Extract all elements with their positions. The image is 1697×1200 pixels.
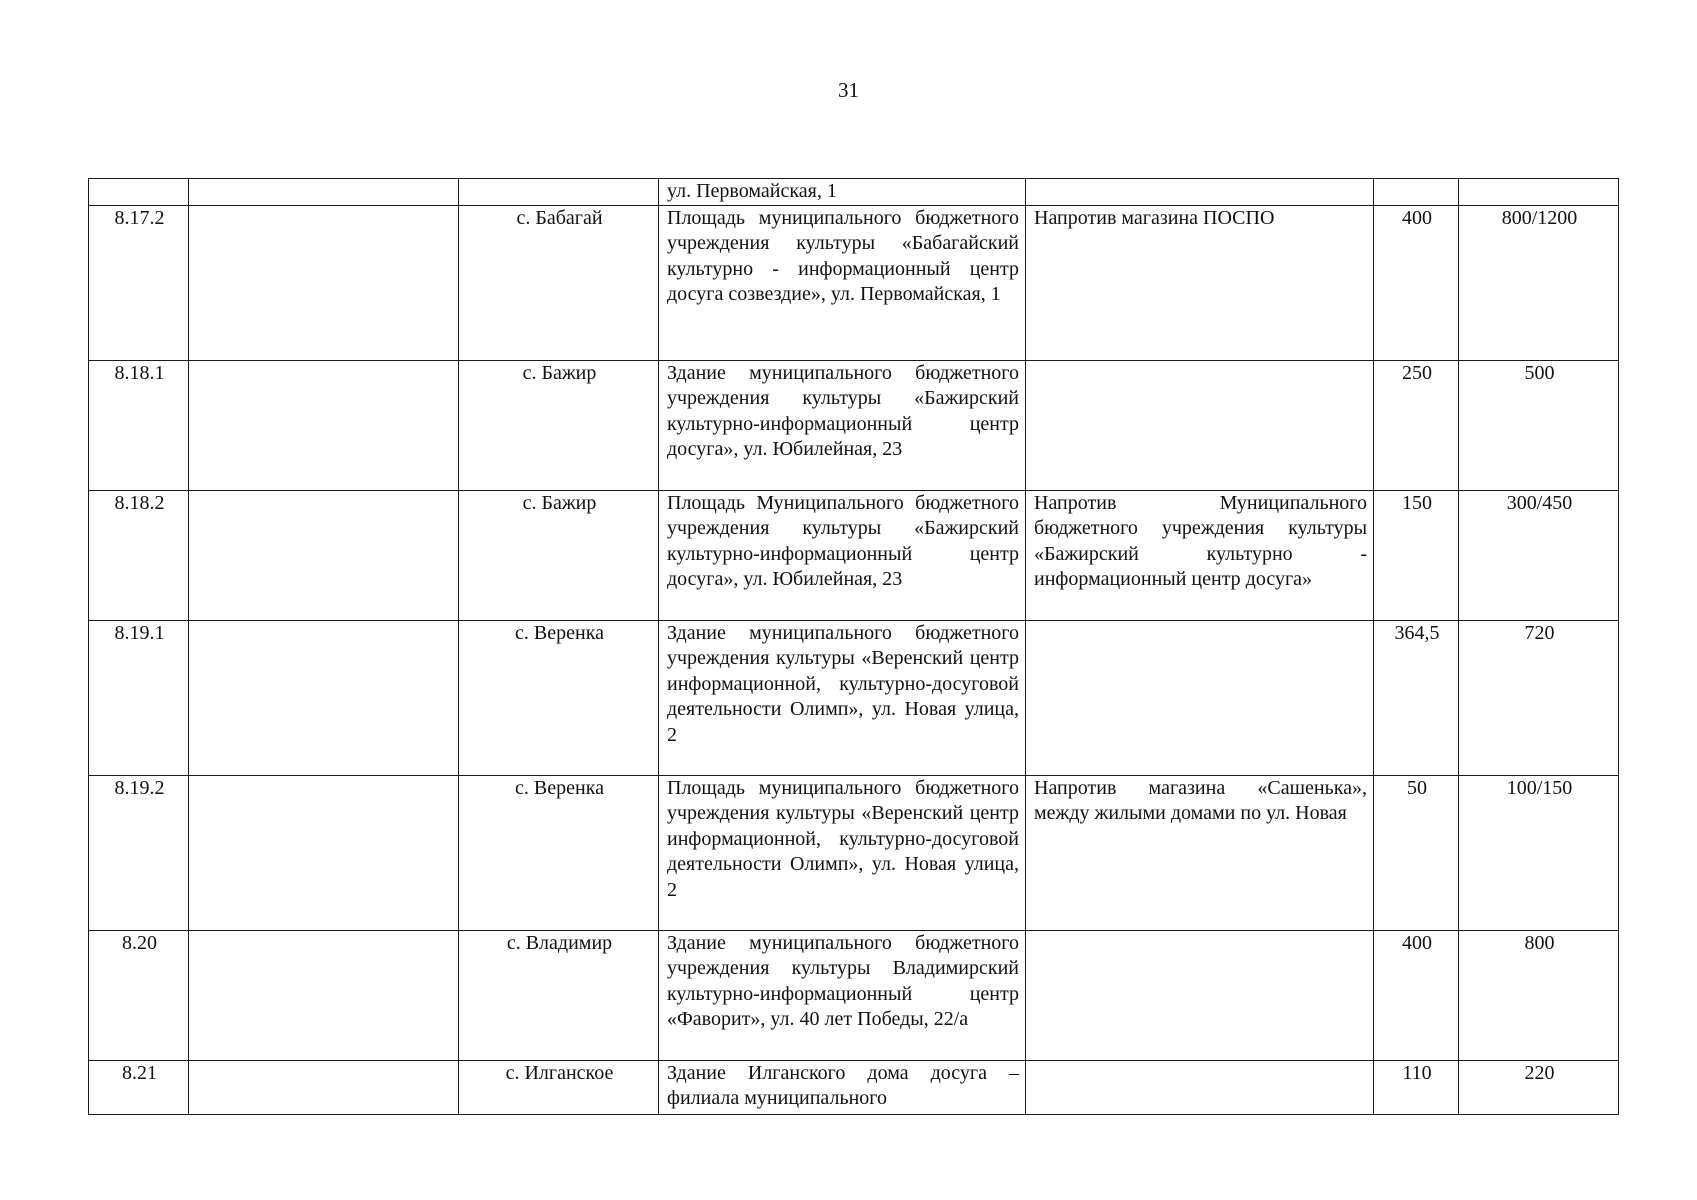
settlement-name: с. Илганское	[459, 1060, 659, 1114]
blank-cell	[189, 620, 459, 775]
settlement-name: с. Бабагай	[459, 205, 659, 360]
blank-cell	[189, 490, 459, 620]
location-note: Напротив магазина «Сашенька», между жилыми домами по ул. Новая	[1026, 775, 1374, 930]
blank-cell	[189, 930, 459, 1060]
blank-cell	[189, 775, 459, 930]
location-note: Напротив Муниципального бюджетного учреждения культуры «Бажирский культурно - информационный центр досуга»	[1026, 490, 1374, 620]
location-note	[1026, 179, 1374, 206]
row-number	[89, 179, 189, 206]
capacity-value	[1459, 179, 1619, 206]
row-number: 8.19.1	[89, 620, 189, 775]
table-row	[89, 360, 1619, 490]
capacity-value: 100/150	[1459, 775, 1619, 930]
table-row	[89, 1060, 1619, 1114]
area-value: 110	[1374, 1060, 1459, 1114]
settlement-name: с. Веренка	[459, 620, 659, 775]
settlement-name: с. Бажир	[459, 360, 659, 490]
object-description: Площадь Муниципального бюджетного учреждения культуры «Бажирский культурно-информационный центр досуга», ул. Юбилейная, 23	[659, 490, 1026, 620]
area-value: 364,5	[1374, 620, 1459, 775]
area-value: 400	[1374, 205, 1459, 360]
area-value: 400	[1374, 930, 1459, 1060]
object-description: Здание Илганского дома досуга – филиала муниципального	[659, 1060, 1026, 1114]
row-number: 8.20	[89, 930, 189, 1060]
settlement-name: с. Веренка	[459, 775, 659, 930]
table-row	[89, 490, 1619, 620]
blank-cell	[189, 179, 459, 206]
capacity-value: 300/450	[1459, 490, 1619, 620]
area-value: 150	[1374, 490, 1459, 620]
location-note	[1026, 620, 1374, 775]
object-description: Здание муниципального бюджетного учреждения культуры Владимирский культурно-информационный центр «Фаворит», ул. 40 лет Победы, 22/а	[659, 930, 1026, 1060]
object-description: Здание муниципального бюджетного учреждения культуры «Веренский центр информационной, культурно-досуговой деятельности Олимп», ул. Новая улица, 2	[659, 620, 1026, 775]
settlement-name: с. Бажир	[459, 490, 659, 620]
area-value: 250	[1374, 360, 1459, 490]
object-description: Площадь муниципального бюджетного учреждения культуры «Веренский центр информационной, культурно-досуговой деятельности Олимп», ул. Новая улица, 2	[659, 775, 1026, 930]
object-description: ул. Первомайская, 1	[659, 179, 1026, 206]
capacity-value: 500	[1459, 360, 1619, 490]
location-note	[1026, 930, 1374, 1060]
page-number: 31	[838, 78, 859, 102]
row-number: 8.19.2	[89, 775, 189, 930]
blank-cell	[189, 360, 459, 490]
row-number: 8.21	[89, 1060, 189, 1114]
table-row	[89, 179, 1619, 206]
location-note	[1026, 1060, 1374, 1114]
row-number: 8.18.2	[89, 490, 189, 620]
object-description: Здание муниципального бюджетного учреждения культуры «Бажирский культурно-информационный центр досуга», ул. Юбилейная, 23	[659, 360, 1026, 490]
row-number: 8.18.1	[89, 360, 189, 490]
object-description: Площадь муниципального бюджетного учреждения культуры «Бабагайский культурно - информационный центр досуга созвездие», ул. Первомайская, 1	[659, 205, 1026, 360]
blank-cell	[189, 1060, 459, 1114]
settlement-name: с. Владимир	[459, 930, 659, 1060]
capacity-value: 800/1200	[1459, 205, 1619, 360]
table-row	[89, 205, 1619, 360]
settlement-name	[459, 179, 659, 206]
row-number: 8.17.2	[89, 205, 189, 360]
location-note	[1026, 360, 1374, 490]
location-note: Напротив магазина ПОСПО	[1026, 205, 1374, 360]
capacity-value: 220	[1459, 1060, 1619, 1114]
capacity-value: 800	[1459, 930, 1619, 1060]
area-value: 50	[1374, 775, 1459, 930]
area-value	[1374, 179, 1459, 206]
table-row	[89, 930, 1619, 1060]
blank-cell	[189, 205, 459, 360]
document-table	[88, 178, 1619, 1115]
table-row	[89, 775, 1619, 930]
table-row	[89, 620, 1619, 775]
capacity-value: 720	[1459, 620, 1619, 775]
